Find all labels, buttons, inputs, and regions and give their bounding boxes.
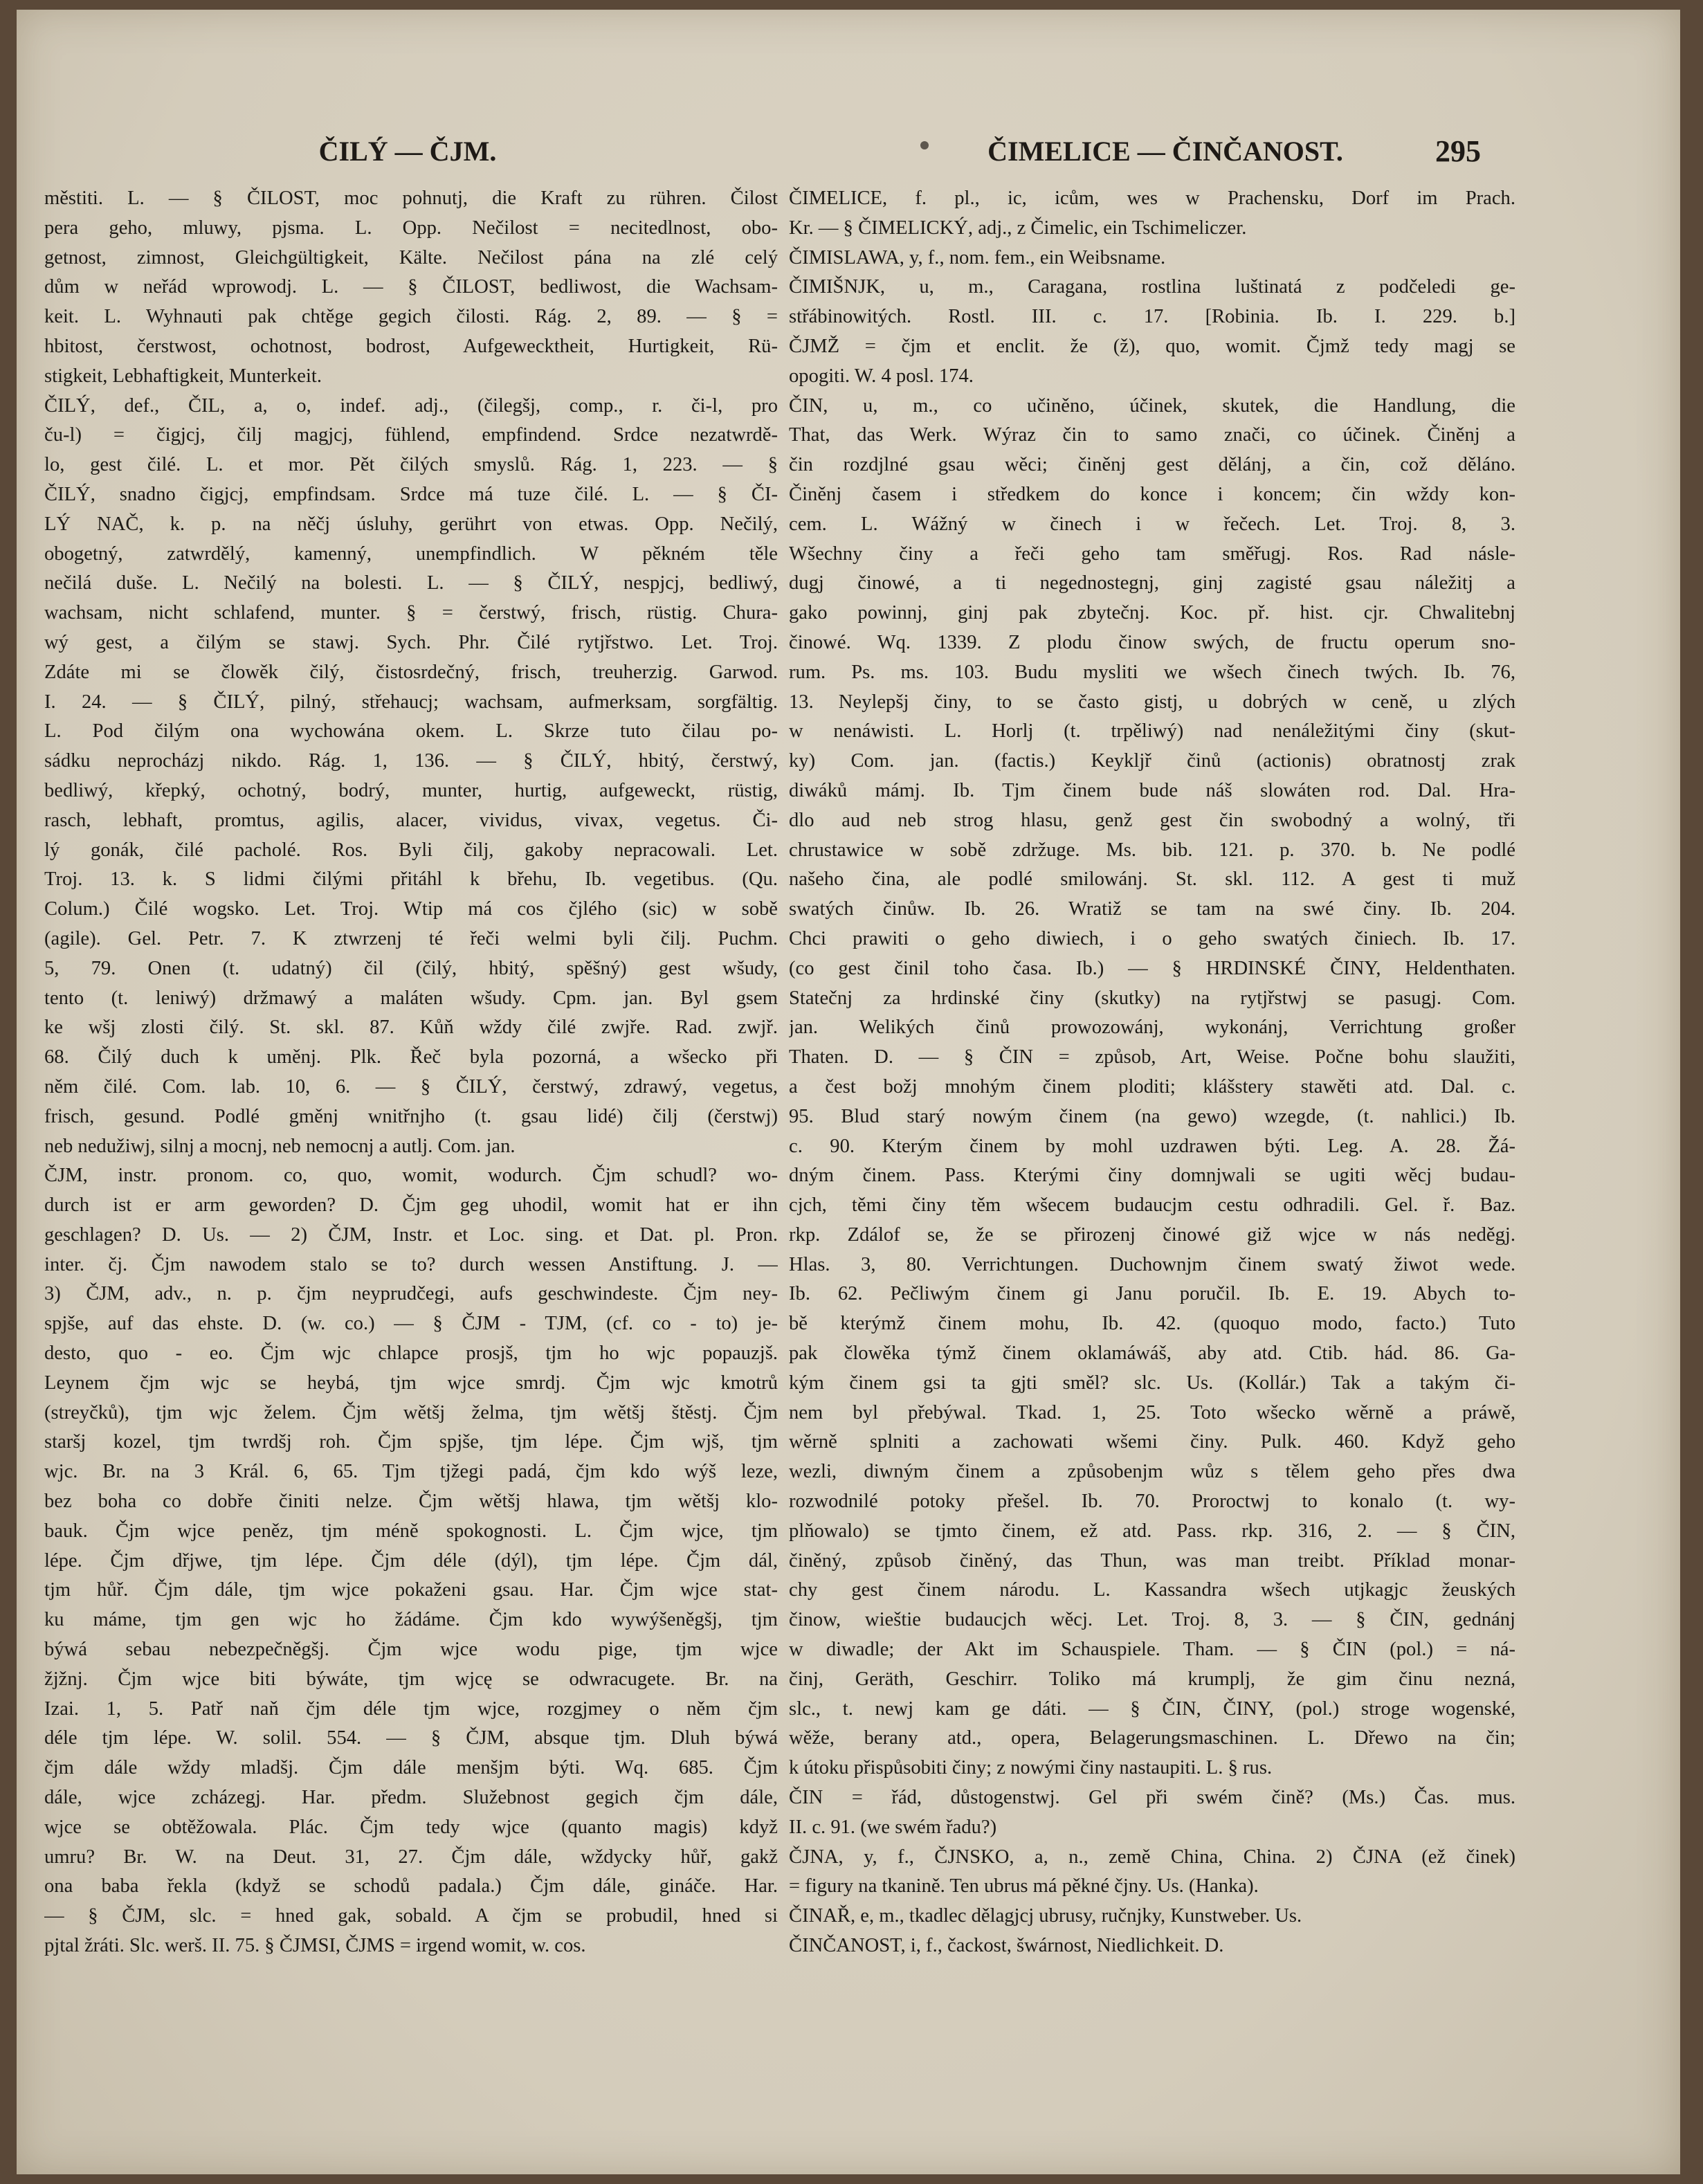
text-line: ku máme, tjm gen wjc ho žádáme. Čjm kdo wywýšeněgšj, tjm <box>44 1609 778 1631</box>
text-line: a čest božj mnohým činem ploditi; klášstery stawěti atd. Dal. c. <box>789 1075 1515 1098</box>
text-line: w nenáwisti. L. Horlj (t. trpěliwý) nad nenáležitými činy (skut- <box>789 720 1515 743</box>
text-line: dlo aud neb strog hlasu, genž gest čin swobodný a wolný, tři <box>789 809 1515 831</box>
text-line: Statečnj za hrdinské činy (skutky) na rytjřstwj se pasugj. Com. <box>789 987 1515 1009</box>
text-line: lo, gest čilé. L. et mor. Pět čilých smyslů. Rág. 1, 223. — § <box>44 454 778 476</box>
text-line: 5, 79. Onen (t. udatný) čil (čilý, hbitý, spěšný) gest wšudy, <box>44 957 778 979</box>
text-line: slc., t. newj kam ge dáti. — § ČIN, ČINY, (pol.) stroge wogenské, <box>789 1698 1515 1720</box>
text-line: keit. L. Wyhnauti pak chtěge gegich čilosti. Rág. 2, 89. — § = <box>44 306 778 328</box>
text-line: gako powinnj, ginj pak zbytečnj. Koc. př. hist. cjr. Chwalitebnj <box>789 602 1515 624</box>
text-line: 68. Čilý duch k uměnj. Plk. Řeč byla pozorná, a wšecko při <box>44 1046 778 1068</box>
text-line: hbitost, čerstwost, ochotnost, bodrost, Aufgewecktheit, Hurtigkeit, Rü- <box>44 335 778 357</box>
text-line: That, das Werk. Wýraz čin to samo znači, co účinek. Činěnj a <box>789 424 1515 446</box>
right-running-head: ČIMELICE — ČINČANOST. <box>987 135 1343 167</box>
text-line: býwá sebau nebezpečněgšj. Čjm wjce wodu pige, tjm wjce <box>44 1639 778 1661</box>
text-line: durch ist er arm geworden? D. Čjm geg uhodil, womit hat er ihn <box>44 1194 778 1217</box>
text-line: Izai. 1, 5. Patř naň čjm déle tjm wjce, rozgjmey o něm čjm <box>44 1698 778 1720</box>
text-line: staršj kozel, tjm twrdšj roh. Čjm spjše, tjm lépe. Čjm wjš, tjm <box>44 1431 778 1453</box>
text-line: dugj činowé, a ti negednostegnj, ginj zagisté gsau náležitj a <box>789 572 1515 594</box>
text-line: rkp. Zdálof se, že se přirozenj činowé giž wjce w nás neděgj. <box>789 1223 1515 1246</box>
text-line: — § ČJM, slc. = hned gak, sobald. A čjm se probudil, hned si <box>44 1905 778 1927</box>
text-line: chy gest činem národu. L. Kassandra wšech utjkagjc žeuských <box>789 1579 1515 1601</box>
text-line: ČIMELICE, f. pl., ic, icům, wes w Prachensku, Dorf im Prach. <box>789 188 1515 209</box>
text-line: ČILÝ, def., ČIL, a, o, indef. adj., (čilegšj, comp., r. či-l, pro <box>44 394 778 417</box>
text-line: wezli, diwným činem a způsobenjm wůz s tělem geho přes dwa <box>789 1461 1515 1483</box>
text-line: cjch, těmi činy těm wšecem budaucjm cestu odhradili. Gel. ř. Baz. <box>789 1194 1515 1217</box>
text-line: opogiti. W. 4 posl. 174. <box>789 365 974 387</box>
text-line: k útoku přispůsobiti činy; z nowými činy nastaupiti. L. § rus. <box>789 1757 1273 1779</box>
text-line: geschlagen? D. Us. — 2) ČJM, Instr. et Loc. sing. et Dat. pl. Pron. <box>44 1223 778 1246</box>
text-line: tjm hůř. Čjm dále, tjm wjce pokaženi gsau. Har. Čjm wjce stat- <box>44 1579 778 1601</box>
text-line: nem byl přebýwal. Tkad. 1, 25. Toto wšecko wěrně a práwě, <box>789 1401 1515 1423</box>
text-line: (co gest činil toho časa. Ib.) — § HRDINSKÉ ČINY, Heldenthaten. <box>789 957 1515 979</box>
text-line: cem. L. Wážný w činech i w řečech. Let. Troj. 8, 3. <box>789 513 1515 535</box>
text-line: dům w neřád wprowodj. L. — § ČILOST, bedliwost, die Wachsam- <box>44 276 778 298</box>
text-line: činowé. Wq. 1339. Z plodu činow swých, de fructu operum sno- <box>789 631 1515 653</box>
text-line: Chci prawiti o geho diwiech, i o geho swatých činiech. Ib. 17. <box>789 927 1515 949</box>
text-line: ČIN = řád, důstogenstwj. Gel při swém čině? (Ms.) Čas. mus. <box>789 1787 1515 1809</box>
text-line: ČIMIŠNJK, u, m., Caragana, rostlina luštinatá z podčeledi ge- <box>789 276 1515 298</box>
text-line: Činěnj časem i středkem do konce i koncem; čin wždy kon- <box>789 483 1515 505</box>
text-line: ky) Com. jan. (factis.) Keykljř činů (actionis) obratnostj zrak <box>789 750 1515 772</box>
text-line: Zdáte mi se člowěk čilý, čistosrdečný, frisch, treuherzig. Garwod. <box>44 661 778 683</box>
text-line: déle tjm lépe. W. solil. 554. — § ČJM, absque tjm. Dluh býwá <box>44 1727 778 1749</box>
text-line: pak člowěka týmž činem oklamáwáš, aby atd. Ctib. hád. 86. Ga- <box>789 1343 1515 1365</box>
text-line: Thaten. D. — § ČIN = způsob, Art, Weise. Počne bohu slaužiti, <box>789 1046 1515 1068</box>
text-line: L. Pod čilým ona wychowána okem. L. Skrze tuto čilau po- <box>44 720 778 743</box>
text-line: ČJMŽ = čjm et enclit. že (ž), quo, womit. Čjmž tedy magj se <box>789 335 1515 357</box>
text-line: městiti. L. — § ČILOST, moc pohnutj, die Kraft zu rühren. Čilost <box>44 188 778 209</box>
text-line: frisch, gesund. Podlé gměnj wnitřnjho (t. gsau lidé) čilj (čerstwj) <box>44 1105 778 1127</box>
text-line: diwáků mámj. Ib. Tjm činem bude náš slowáten rod. Dal. Hra- <box>789 779 1515 801</box>
dictionary-page <box>17 10 1680 2174</box>
text-line: obogetný, zatwrdělý, kamenný, unempfindlich. W pěkném těle <box>44 543 778 565</box>
text-line: kým činem gsi ta gjti směl? slc. Us. (Kollár.) Tak a takým či- <box>789 1372 1515 1394</box>
text-line: čin rozdjlné gsau wěci; činěnj gest dělánj, a čin, což děláno. <box>789 454 1515 476</box>
left-column <box>44 184 778 1961</box>
text-line: dále, wjce zcházegj. Har. předm. Služebnost gegich čjm dále, <box>44 1787 778 1809</box>
text-line: čjm dále wždy mladšj. Čjm dále menšjm býti. Wq. 685. Čjm <box>44 1757 778 1779</box>
text-line: wjc. Br. na 3 Král. 6, 65. Tjm tjžegi padá, čjm kdo wýš leze, <box>44 1461 778 1483</box>
text-line: ču-l) = čigjcj, čilj magjcj, fühlend, empfindend. Srdce nezatwrdě- <box>44 424 778 446</box>
text-line: jan. Welikých činů prowozowánj, wykonánj, Verrichtung großer <box>789 1017 1515 1039</box>
text-line: bedliwý, křepký, ochotný, bodrý, munter, hurtig, aufgeweckt, rüstig, <box>44 779 778 801</box>
text-line: (streyčků), tjm wjc želem. Čjm wětšj želma, tjm wětšj štěstj. Čjm <box>44 1401 778 1423</box>
text-line: ke wšj zlosti čilý. St. skl. 87. Kůň wždy čilé zwjře. Rad. zwjř. <box>44 1017 778 1039</box>
text-line: wěže, berany atd., opera, Belagerungsmaschinen. L. Dřewo na čin; <box>789 1727 1515 1749</box>
text-line: 13. Neylepšj činy, to se často gistj, u dobrých w ceně, u zlých <box>789 691 1515 713</box>
text-line: bez boha co dobře činiti nelze. Čjm wětšj hlawa, tjm wětšj klo- <box>44 1491 778 1513</box>
text-line: rum. Ps. ms. 103. Budu mysliti we wšech činech twých. Ib. 76, <box>789 661 1515 683</box>
text-line: swatých činůw. Ib. 26. Wratiž se tam na swé činy. Ib. 204. <box>789 898 1515 920</box>
text-line: ČILÝ, snadno čigjcj, empfindsam. Srdce má tuze čilé. L. — § ČI- <box>44 483 778 505</box>
text-line: (agile). Gel. Petr. 7. K ztwrzenj té řeči welmi byli čilj. Puchm. <box>44 927 778 949</box>
text-line: wachsam, nicht schlafend, munter. § = čerstwý, frisch, rüstig. Chura- <box>44 602 778 624</box>
text-line: Ib. 62. Pečliwým činem gi Janu poručil. Ib. E. 19. Abych to- <box>789 1283 1515 1305</box>
text-line: lépe. Čjm dřjwe, tjm lépe. Čjm déle (dýl), tjm lépe. Čjm dál, <box>44 1549 778 1572</box>
text-line: činěný, způsob činěný, das Thun, was man treibt. Příklad monar- <box>789 1549 1515 1572</box>
text-line: žjžnj. Čjm wjce biti býwáte, tjm wjcę se odwracugete. Br. na <box>44 1668 778 1690</box>
text-line: pera geho, mluwy, pjsma. L. Opp. Nečilost = necitedlnost, obo- <box>44 217 778 239</box>
text-line: spjše, auf das ehste. D. (w. co.) — § ČJM - TJM, (cf. co - to) je- <box>44 1313 778 1335</box>
text-line: I. 24. — § ČILÝ, pilný, střehaucj; wachsam, aufmerksam, sorgfältig. <box>44 691 778 713</box>
text-line: ona baba řekla (když se schodů padala.) Čjm dále, gináče. Har. <box>44 1875 778 1898</box>
page-number: 295 <box>1435 134 1481 168</box>
text-line: nečilá duše. L. Nečilý na bolesti. L. — § ČILÝ, nespjcj, bedliwý, <box>44 572 778 594</box>
text-line: ČIMISLAWA, y, f., nom. fem., ein Weibsname. <box>789 246 1166 269</box>
text-line: II. c. 91. (we swém řadu?) <box>789 1816 997 1838</box>
text-line: lý gonák, čilé pacholé. Ros. Byli čilj, gakoby nepracowali. Let. <box>44 839 778 861</box>
left-running-head: ČILÝ — ČJM. <box>318 135 497 167</box>
text-line: Wšechny činy a řeči geho tam směřugj. Ros. Rad násle- <box>789 543 1515 565</box>
text-line: sádku neprocházj nikdo. Rág. 1, 136. — § ČILÝ, hbitý, čerstwý, <box>44 750 778 772</box>
text-line: w diwadle; der Akt im Schauspiele. Tham. — § ČIN (pol.) = ná- <box>789 1639 1515 1661</box>
text-line: pjtal žráti. Slc. werš. II. 75. § ČJMSI, ČJMS = irgend womit, w. cos. <box>44 1935 586 1957</box>
text-line: = figury na tkanině. Ten ubrus má pěkné čjny. Us. (Hanka). <box>789 1875 1259 1898</box>
text-line: bauk. Čjm wjce peněz, tjm méně spokognosti. L. Čjm wjce, tjm <box>44 1520 778 1542</box>
text-line: Kr. — § ČIMELICKÝ, adj., z Čimelic, ein Tschimeliczer. <box>789 217 1247 239</box>
text-line: inter. čj. Čjm nawodem stalo se to? durch wessen Anstiftung. J. — <box>44 1253 778 1275</box>
text-line: rasch, lebhaft, promtus, agilis, alacer, vividus, vivax, vegetus. Či- <box>44 809 778 831</box>
text-line: činj, Geräth, Geschirr. Toliko má krumplj, že gim činu nezná, <box>789 1668 1515 1690</box>
text-line: plňowalo) se tjmto činem, ež atd. Pass. rkp. 316, 2. — § ČIN, <box>789 1520 1515 1542</box>
text-line: ČINČANOST, i, f., čackost, šwárnost, Niedlichkeit. D. <box>789 1935 1224 1957</box>
text-line: wěrně splniti a zachowati wšemi činy. Pulk. 460. Když geho <box>789 1431 1515 1453</box>
text-line: činow, wieštie budaucjch wěcj. Let. Troj. 8, 3. — § ČIN, gednánj <box>789 1609 1515 1631</box>
text-line: dným činem. Pass. Kterými činy domnjwali se ugiti wěcj budau- <box>789 1165 1515 1187</box>
text-line: ČIN, u, m., co učiněno, účinek, skutek, die Handlung, die <box>789 394 1515 417</box>
text-line: chrustawice w sobě zdržuge. Ms. bib. 121. p. 370. b. Ne podlé <box>789 839 1515 861</box>
text-line: wjce se obtěžowala. Plác. Čjm tedy wjce (quanto magis) když <box>44 1816 778 1838</box>
text-line: tento (t. leniwý) držmawý a maláten wšudy. Cpm. jan. Byl gsem <box>44 987 778 1009</box>
text-line: našeho čina, ale podlé smilowánj. St. skl. 112. A gest ti muž <box>789 868 1515 891</box>
text-line: Hlas. 3, 80. Verrichtungen. Duchownjm činem swatý žiwot wede. <box>789 1253 1515 1275</box>
text-line: bě kterýmž činem mohu, Ib. 42. (quoquo modo, facto.) Tuto <box>789 1313 1515 1335</box>
text-line: střábinowitých. Rostl. III. c. 17. [Robinia. Ib. I. 229. b.] <box>789 306 1515 328</box>
text-line: 95. Blud starý nowým činem (na gewo) wzegde, (t. nahlici.) Ib. <box>789 1105 1515 1127</box>
text-line: Troj. 13. k. S lidmi čilými přitáhl k břehu, Ib. vegetibus. (Qu. <box>44 868 778 891</box>
text-line: Leynem čjm wjc se heybá, tjm wjce smrdj. Čjm wjc kmotrů <box>44 1372 778 1394</box>
text-line: ČJNA, y, f., ČJNSKO, a, n., země China, China. 2) ČJNA (ež činek) <box>789 1846 1515 1868</box>
right-column <box>789 184 1515 1961</box>
text-line: neb nedužiwj, silnj a mocnj, neb nemocnj a autlj. Com. jan. <box>44 1135 516 1157</box>
text-line: Colum.) Čilé wogsko. Let. Troj. Wtip má cos čjlého (sic) w sobě <box>44 898 778 920</box>
text-line: něm čilé. Com. lab. 10, 6. — § ČILÝ, čerstwý, zdrawý, vegetus, <box>44 1075 778 1098</box>
text-line: wý gest, a čilým se stawj. Sych. Phr. Čilé rytjřstwo. Let. Troj. <box>44 631 778 653</box>
text-line: LÝ NAČ, k. p. na něčj úsluhy, gerührt von etwas. Opp. Nečilý, <box>44 513 778 535</box>
text-line: ČJM, instr. pronom. co, quo, womit, wodurch. Čjm schudl? wo- <box>44 1165 778 1187</box>
text-line: desto, quo - eo. Čjm wjc chlapce prosjš, tjm ho wjc popauzjš. <box>44 1343 778 1365</box>
text-line: 3) ČJM, adv., n. p. čjm neyprudčegi, aufs geschwindeste. Čjm ney- <box>44 1283 778 1305</box>
text-line: getnost, zimnost, Gleichgültigkeit, Kälte. Nečilost pána na zlé celý <box>44 246 778 269</box>
text-line: ČINAŘ, e, m., tkadlec dělagjcj ubrusy, ručnjky, Kunstweber. Us. <box>789 1905 1302 1927</box>
text-line: stigkeit, Lebhaftigkeit, Munterkeit. <box>44 365 322 387</box>
text-line: umru? Br. W. na Deut. 31, 27. Čjm dále, wždycky hůř, gakž <box>44 1846 778 1868</box>
text-line: c. 90. Kterým činem by mohl uzdrawen býti. Leg. A. 28. Žá- <box>789 1135 1515 1157</box>
text-line: rozwodnilé potoky přešel. Ib. 70. Proroctwj to konalo (t. wy- <box>789 1491 1515 1513</box>
